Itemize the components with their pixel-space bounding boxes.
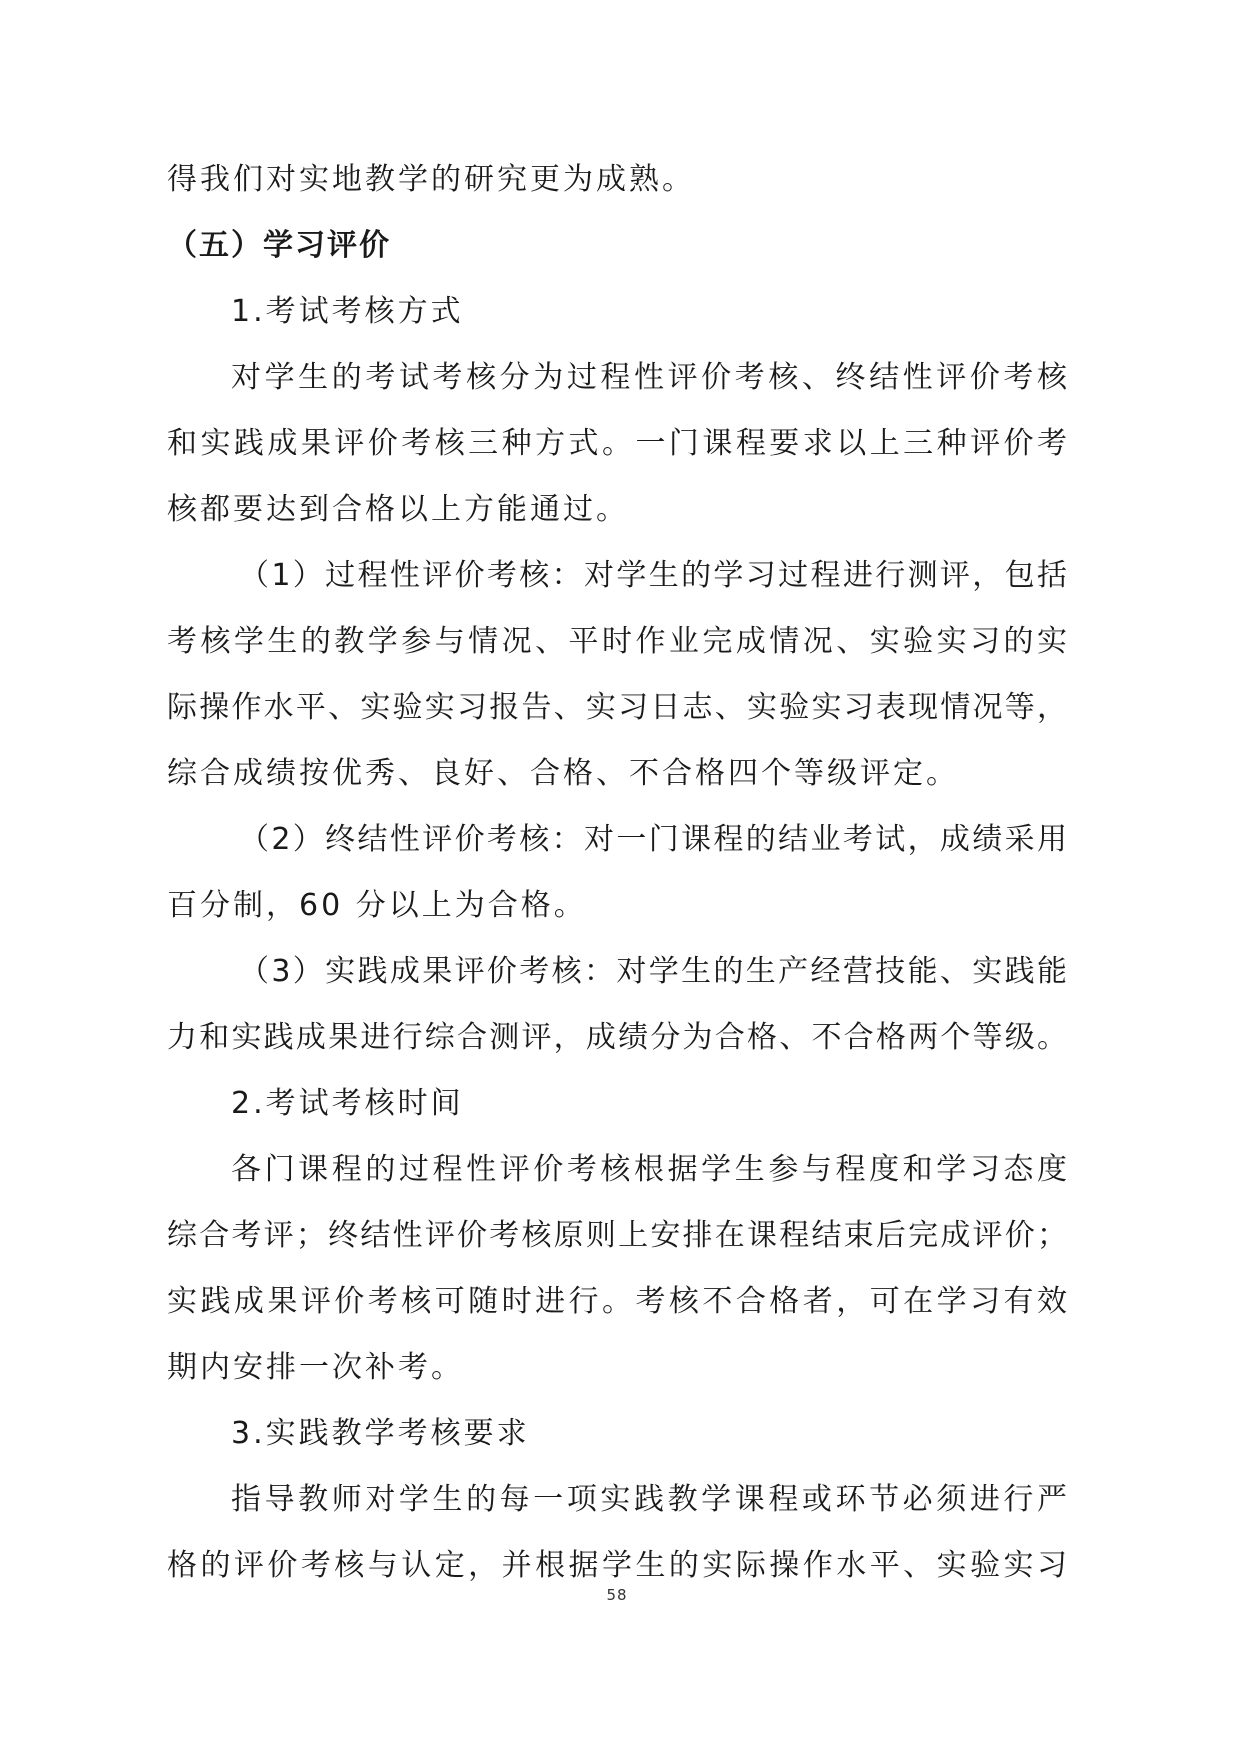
paragraph-line: 实践成果评价考核可随时进行。考核不合格者，可在学习有效 [167, 1284, 1067, 1319]
paragraph-line: 力和实践成果进行综合测评，成绩分为合格、不合格两个等级。 [167, 1020, 1067, 1055]
paragraph-line: 和实践成果评价考核三种方式。一门课程要求以上三种评价考 [167, 426, 1067, 461]
paragraph-line: 各门课程的过程性评价考核根据学生参与程度和学习态度 [231, 1152, 1067, 1187]
list-item-line: （2）终结性评价考核：对一门课程的结业考试，成绩采用 [239, 822, 1067, 857]
paragraph-line: 得我们对实地教学的研究更为成熟。 [167, 162, 695, 197]
body-text [167, 152, 1067, 1604]
subsection-heading: 2.考试考核时间 [231, 1086, 464, 1121]
paragraph-line: 际操作水平、实验实习报告、实习日志、实验实习表现情况等， [167, 690, 1067, 725]
paragraph-line: 指导教师对学生的每一项实践教学课程或环节必须进行严 [231, 1482, 1067, 1517]
paragraph-line: 考核学生的教学参与情况、平时作业完成情况、实验实习的实 [167, 624, 1067, 659]
paragraph-line: 百分制，60 分以上为合格。 [167, 888, 587, 923]
paragraph-line: 综合成绩按优秀、良好、合格、不合格四个等级评定。 [167, 756, 959, 791]
paragraph-line: 核都要达到合格以上方能通过。 [167, 492, 629, 527]
page-number: 58 [606, 1586, 628, 1604]
section-heading: （五）学习评价 [167, 228, 391, 263]
paragraph-line: 期内安排一次补考。 [167, 1350, 464, 1385]
subsection-heading: 3.实践教学考核要求 [231, 1416, 530, 1451]
paragraph-line: 格的评价考核与认定，并根据学生的实际操作水平、实验实习 [167, 1548, 1067, 1583]
list-item-line: （1）过程性评价考核：对学生的学习过程进行测评，包括 [239, 558, 1067, 593]
list-item-line: （3）实践成果评价考核：对学生的生产经营技能、实践能 [239, 954, 1067, 989]
paragraph-line: 综合考评；终结性评价考核原则上安排在课程结束后完成评价； [167, 1218, 1067, 1253]
paragraph-line: 对学生的考试考核分为过程性评价考核、终结性评价考核 [231, 360, 1067, 395]
subsection-heading: 1.考试考核方式 [231, 294, 464, 329]
